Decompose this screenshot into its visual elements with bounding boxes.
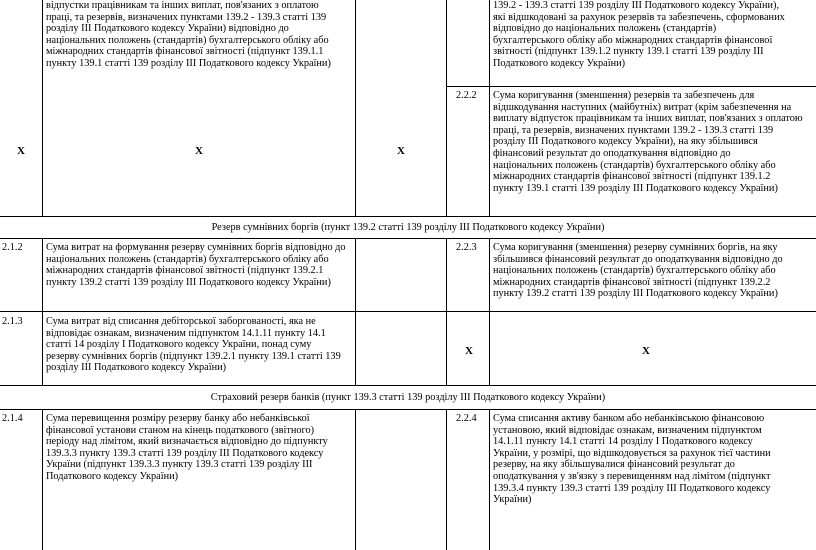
x-mark: Х: [17, 145, 25, 157]
row-description: Сума витрат на формування резерву сумнівних боргів відповідно до національних положень (стандартів) бухгалтерського обліку або міжнародних стандартів фінансової звітності (підпункт 139.2.1 пункту 139.2 статті 139 розділу III Податкового кодексу України): [46, 242, 346, 288]
row-description: Сума коригування (зменшення) резервів та забезпечень для відшкодування наступних (майбутніх) витрат (крім забезпечення на виплату відпусток працівникам та інших виплат, пов'язаних з оплатою праці, та резервів, визначених пунктами 139.2 - 139.3 статті 139 розділу III Податкового кодексу України), на яку збільшився фінансовий результат до оподаткування відповідно до національних положень (стандартів) бухгалтерського обліку або міжнародних стандартів фінансової звітності (підпункт 139.1.2 пункту 139.1 статті 139 розділу III Податкового кодексу України): [493, 90, 803, 194]
row-continuation-right-text: 139.2 - 139.3 статті 139 розділу III Податкового кодексу України), які відшкодовані за рахунок резервів та забезпечень, сформованих відповідно до національних положень (стандартів) бухгалтерського обліку або міжнародних стандартів фінансової звітності (підпункт 139.1.2 пункту 139.1 статті 139 розділу III Податкового кодексу України): [493, 0, 785, 69]
row-number: 2.1.3: [2, 316, 23, 327]
grid-line: [489, 409, 490, 550]
grid-line: [0, 238, 816, 239]
section-heading: Резерв сумнівних боргів (пункт 139.2 статті 139 розділу III Податкового кодексу України): [211, 222, 605, 233]
grid-line: [355, 0, 356, 216]
x-mark: Х: [195, 145, 203, 157]
grid-line: [0, 409, 816, 410]
row-description: Сума коригування (зменшення) резерву сумнівних боргів, на яку збільшився фінансовий результат до оподаткування відповідно до національних положень (стандартів) бухгалтерського обліку або міжнародних стандартів фінансової звітності (підпункт 139.2.2 пункту 139.2 статті 139 розділу III Податкового кодексу України): [493, 242, 783, 300]
row-continuation-left-text: відпустки працівникам та інших виплат, пов'язаних з оплатою праці, та резервів, визначених пунктами 139.2 - 139.3 статті 139 розділу III Податкового кодексу України) відповідно до національних положень (стандартів) бухгалтерського обліку або міжнародних стандартів фінансової звітності (підпункт 139.1.1 пункту 139.1 статті 139 розділу III Податкового кодексу України): [46, 0, 331, 69]
grid-line: [355, 409, 356, 550]
row-number: 2.2.4: [456, 413, 477, 424]
grid-line: [0, 216, 816, 217]
x-mark: Х: [397, 145, 405, 157]
grid-line: [489, 0, 490, 216]
row-description: Сума перевищення розміру резерву банку або небанківської фінансової установи станом на кінець податкового (звітного) періоду над лімітом, який визначається відповідно до підпункту 139.3.3 пункту 139.3 статті 139 розділу III Податкового кодексу України (підпункт 139.3.3 пункту 139.3 статті 139 розділу III Податкового кодексу України): [46, 413, 328, 482]
grid-line: [446, 86, 816, 87]
grid-line: [0, 311, 816, 312]
row-number: 2.1.4: [2, 413, 23, 424]
row-description: Сума списання активу банком або небанківською фінансовою установою, який відповідає ознакам, визначеним підпунктом 14.1.11 пункту 14.1 статті 14 розділу I Податкового кодексу України, у розмірі, що відшкодовується за рахунок тієї частини резерву, на яку збільшувалися фінансовий результат до оподаткування у зв'язку з перевищенням над лімітом (підпункт 139.3.4 пункту 139.3 статті 139 розділу III Податкового кодексу України): [493, 413, 771, 506]
row-number: 2.1.2: [2, 242, 23, 253]
grid-line: [42, 0, 43, 216]
grid-line: [0, 385, 816, 386]
row-description: Сума витрат від списання дебіторської заборгованості, яка не відповідає ознакам, визначеним підпунктом 14.1.11 пункту 14.1 статті 14 розділу I Податкового кодексу України, понад суму резерву сумнівних боргів (підпункт 139.2.1 пункту 139.1 статті 139 розділу III Податкового кодексу України): [46, 316, 341, 374]
row-number: 2.2.2: [456, 90, 477, 101]
grid-line: [446, 409, 447, 550]
grid-line: [446, 0, 447, 216]
x-mark: Х: [642, 345, 650, 357]
row-number: 2.2.3: [456, 242, 477, 253]
x-mark: Х: [465, 345, 473, 357]
section-heading: Страховий резерв банків (пункт 139.3 статті 139 розділу III Податкового кодексу України): [210, 392, 606, 403]
grid-line: [42, 409, 43, 550]
